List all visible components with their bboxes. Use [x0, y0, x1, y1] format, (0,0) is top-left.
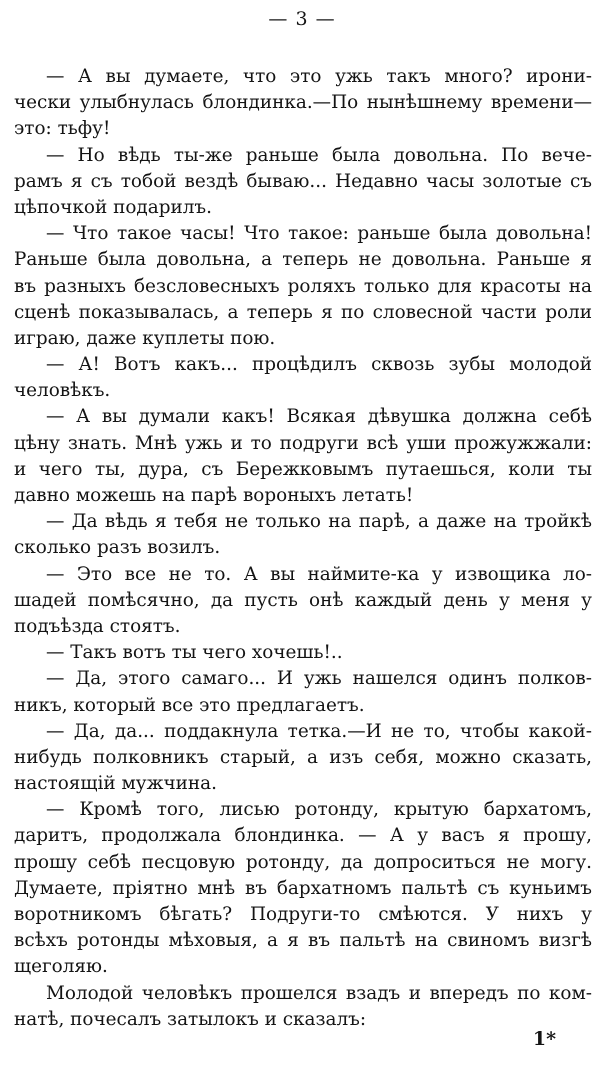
text-line: — А вы думали какъ! Всякая дѣвушка должна себѣ — [46, 406, 592, 428]
text-line: настоящій мужчина. — [14, 773, 217, 795]
text-line: воротникомъ бѣгать? Подруги-то смѣются. У нихъ у — [14, 904, 592, 925]
text-line: натѣ, почесалъ затылокъ и сказалъ: — [14, 1008, 367, 1030]
text-line: — Такъ вотъ ты чего хочешь!.. — [46, 642, 343, 664]
text-line: — А! Вотъ какъ... процѣдилъ сквозь зубы молодой — [46, 354, 592, 376]
text-line: Раньше была довольна, а теперь не довольна. Раньше я — [14, 249, 592, 271]
text-line: давно можешь на парѣ вороныхъ летать! — [14, 485, 414, 506]
text-line: — Но вѣдь ты-же раньше была довольна. По вече- — [46, 144, 592, 166]
text-line: всѣхъ ротонды мѣховыя, а я въ пальтѣ на свиномъ визгѣ — [14, 930, 592, 952]
signature-mark: 1* — [532, 1028, 556, 1050]
text-line: прошу себѣ песцовую ротонду, да допроситься не могу. — [14, 851, 592, 873]
text-line: сценѣ показывалась, а теперь я по словесной части роли — [14, 301, 592, 323]
text-line: играю, даже куплеты пою. — [14, 327, 276, 349]
text-line: рамъ я съ тобой вездѣ бываю... Недавно часы золотые съ — [14, 170, 592, 192]
page-body-text — [14, 64, 592, 1033]
text-line: подъѣзда стоятъ. — [14, 615, 181, 637]
text-line: нибудь полковникъ старый, а изъ себя, можно сказать, — [14, 746, 592, 768]
text-line: въ разныхъ безсловесныхъ роляхъ только для красоты на — [14, 275, 592, 297]
text-line: Молодой человѣкъ прошелся взадъ и впередъ по ком- — [46, 982, 592, 1004]
text-line: никъ, который все это предлагаетъ. — [14, 694, 365, 716]
text-line: сколько разъ возилъ. — [14, 537, 221, 559]
page-number: — 3 — — [268, 8, 336, 30]
text-line: Думаете, пріятно мнѣ въ бархатномъ пальтѣ съ куньимъ — [14, 877, 592, 899]
text-line: — Да, этого самаго... И ужь нашелся одинъ полков- — [46, 668, 592, 690]
text-line: и чего ты, дура, съ Бережковымъ путаешься, коли ты — [14, 458, 592, 480]
text-line: — Да вѣдь я тебя не только на парѣ, а даже на тройкѣ — [46, 511, 592, 533]
text-line: даритъ, продолжала блондинка. — А у васъ я прошу, — [14, 825, 592, 847]
text-line: цѣну знать. Мнѣ ужь и то подруги всѣ уши прожужжали: — [14, 432, 592, 454]
text-line: — А вы думаете, что это ужь такъ много? ирони- — [46, 66, 592, 87]
text-line: цѣпочкой подарилъ. — [14, 196, 212, 218]
text-line: щеголяю. — [14, 956, 108, 978]
text-line: чески улыбнулась блондинка.—По нынѣшнему времени— — [14, 92, 592, 114]
text-line: — Это все не то. А вы наймите-ка у извощика ло- — [46, 563, 592, 585]
text-line: — Да, да... поддакнула тетка.—И не то, чтобы какой- — [46, 720, 592, 742]
text-line: — Кромѣ того, лисью ротонду, крытую бархатомъ, — [46, 799, 592, 821]
text-line: это: тьфу! — [14, 118, 111, 140]
text-line: шадей помѣсячно, да пусть онѣ каждый день у меня у — [14, 589, 592, 611]
text-line: человѣкъ. — [14, 380, 111, 402]
text-line: — Что такое часы! Что такое: раньше была довольна! — [46, 223, 592, 245]
